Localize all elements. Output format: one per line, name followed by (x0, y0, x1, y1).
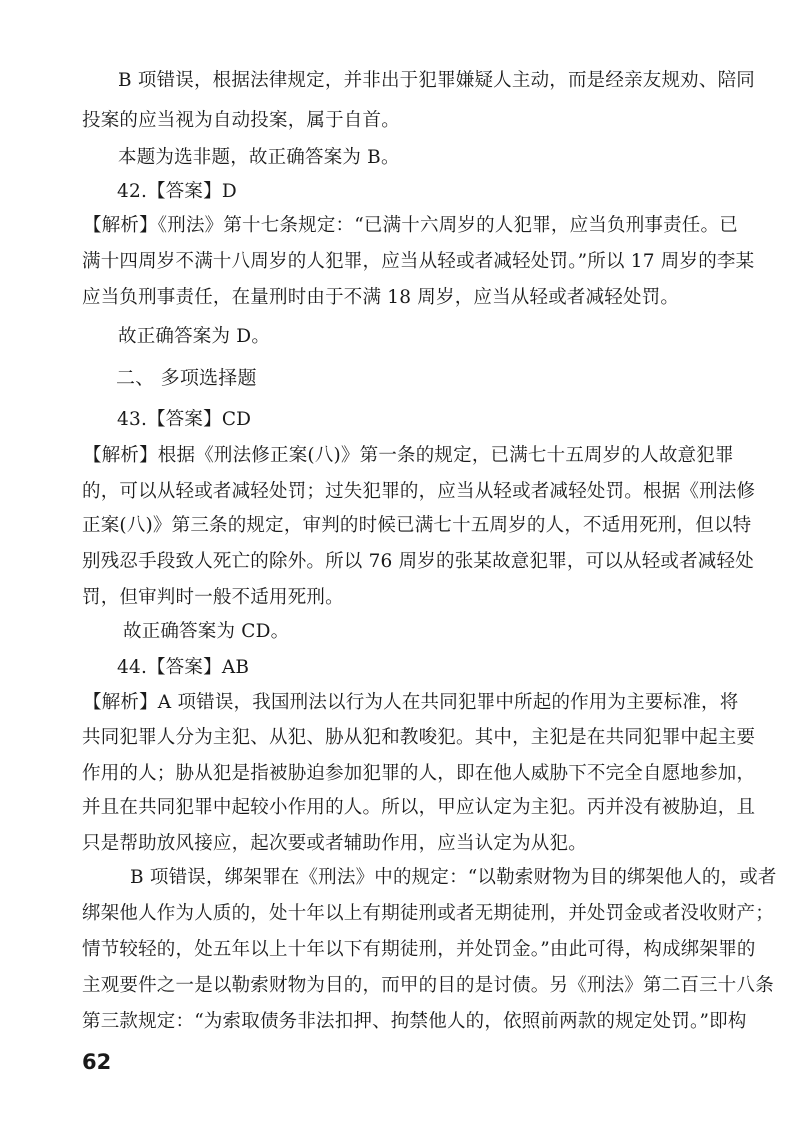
paragraph-line: 故正确答案为 D。 (118, 326, 271, 347)
answer-heading: 42.【答案】D (117, 181, 237, 202)
paragraph-line: 正案(八)》第三条的规定，审判的时候已满七十五周岁的人，不适用死刑，但以特 (82, 515, 752, 536)
paragraph-line: 应当负刑事责任，在量刑时由于不满 18 周岁，应当从轻或者减轻处罚。 (82, 287, 680, 308)
paragraph-line: 并且在共同犯罪中起较小作用的人。所以，甲应认定为主犯。丙并没有被胁迫，且 (82, 797, 756, 818)
answer-heading: 43.【答案】CD (117, 409, 252, 430)
paragraph-line: 满十四周岁不满十八周岁的人犯罪，应当从轻或者减轻处罚。”所以 17 周岁的李某 (82, 251, 755, 272)
answer-heading: 44.【答案】AB (117, 657, 250, 678)
paragraph-line: 情节较轻的，处五年以上十年以下有期徒刑，并处罚金。”由此可得，构成绑架罪的 (82, 939, 756, 960)
paragraph-line: 作用的人；胁从犯是指被胁迫参加犯罪的人，即在他人威胁下不完全自愿地参加， (82, 763, 756, 784)
paragraph-line: 【解析】根据《刑法修正案(八)》第一条的规定，已满七十五周岁的人故意犯罪 (83, 445, 734, 466)
paragraph-line: 的，可以从轻或者减轻处罚；过失犯罪的，应当从轻或者减轻处罚。根据《刑法修 (82, 481, 756, 502)
paragraph-line: 【解析】A 项错误，我国刑法以行为人在共同犯罪中所起的作用为主要标准，将 (83, 692, 739, 713)
paragraph-line: 故正确答案为 CD。 (123, 621, 290, 642)
paragraph-line: B 项错误，绑架罪在《刑法》中的规定：“以勒索财物为目的绑架他人的，或者 (130, 867, 777, 888)
paragraph-line: 共同犯罪人分为主犯、从犯、胁从犯和教唆犯。其中，主犯是在共同犯罪中起主要 (82, 727, 756, 748)
paragraph-line: 主观要件之一是以勒索财物为目的，而甲的目的是讨债。另《刑法》第二百三十八条 (82, 975, 774, 996)
paragraph-line: 第三款规定：“为索取债务非法扣押、拘禁他人的，依照前两款的规定处罚。”即构 (82, 1011, 747, 1032)
paragraph-line: 投案的应当视为自动投案，属于自首。 (82, 110, 400, 131)
paragraph-line: 【解析】《刑法》第十七条规定：“已满十六周岁的人犯罪，应当负刑事责任。已 (83, 215, 738, 236)
section-heading: 二、 多项选择题 (116, 367, 257, 389)
paragraph-line: 本题为选非题，故正确答案为 B。 (118, 147, 400, 168)
paragraph-line: B 项错误，根据法律规定，并非出于犯罪嫌疑人主动，而是经亲友规劝、陪同 (118, 70, 755, 91)
paragraph-line: 只是帮助放风接应，起次要或者辅助作用，应当认定为从犯。 (82, 833, 587, 854)
paragraph-line: 罚，但审判时一般不适用死刑。 (82, 587, 344, 608)
page-number: 62 (82, 1050, 112, 1074)
paragraph-line: 绑架他人作为人质的，处十年以上有期徒刑或者无期徒刑，并处罚金或者没收财产； (82, 903, 774, 924)
paragraph-line: 别残忍手段致人死亡的除外。所以 76 周岁的张某故意犯罪，可以从轻或者减轻处 (82, 551, 754, 572)
